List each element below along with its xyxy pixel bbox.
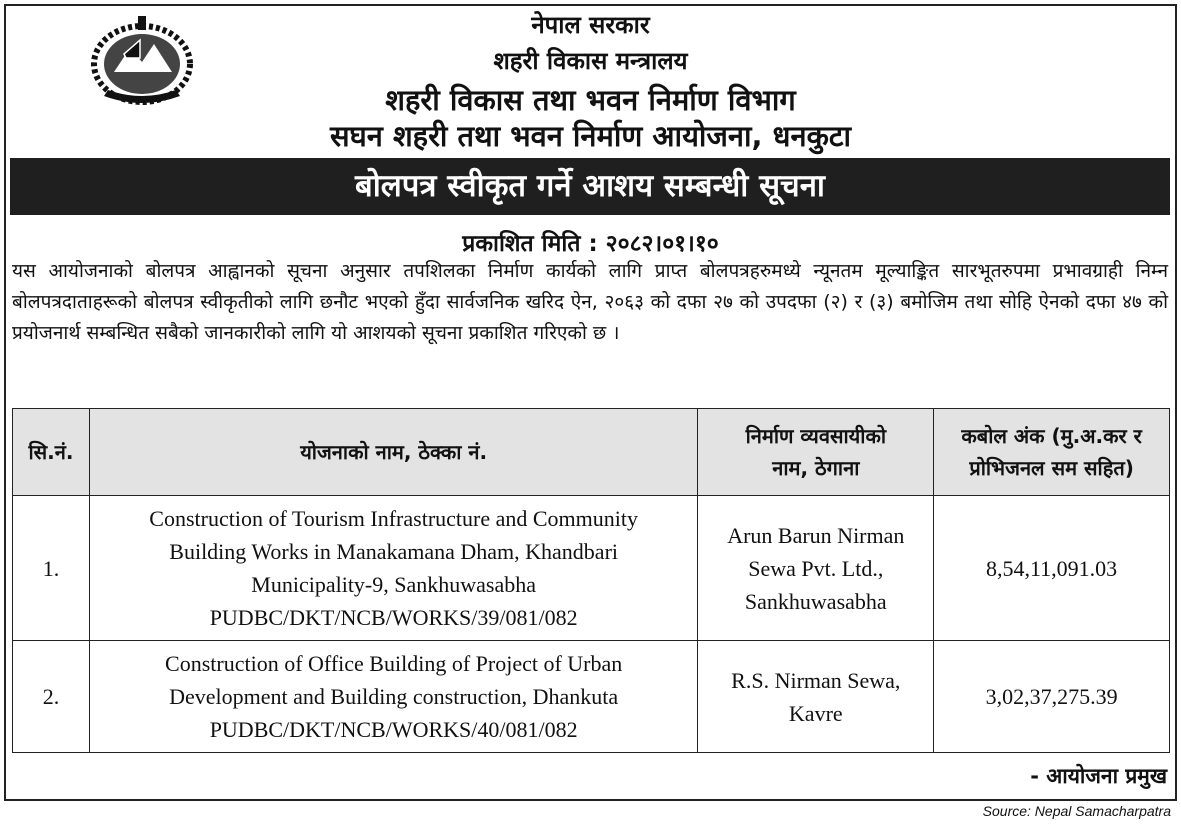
row-contractor (698, 496, 934, 641)
contractor-line: Arun Barun Nirman (727, 522, 905, 548)
department-name: शहरी विकास तथा भवन निर्माण विभाग (385, 83, 796, 117)
table-row (13, 496, 1170, 641)
notice-title-banner: बोलपत्र स्वीकृत गर्ने आशय सम्बन्धी सूचना (10, 158, 1170, 215)
project-line: Development and Building construction, Dhankuta (169, 684, 619, 709)
project-line: Construction of Office Building of Project of Urban (165, 651, 623, 676)
source-credit: Source: Nepal Samacharpatra (982, 803, 1171, 819)
header-contractor (698, 409, 934, 496)
table-header-row (13, 409, 1170, 496)
government-name: नेपाल सरकार (531, 11, 650, 39)
notice-body: यस आयोजनाको बोलपत्र आह्वानको सूचना अनुसार तपशिलका निर्माण कार्यको लागि प्राप्त बोलपत्रहरुमध्ये न्यूनतम मूल्याङ्कित सारभूतरुपमा प्रभावग्राही निम्न बोलपत्रदाताहरूको बोलपत्र स्वीकृतीको लागि छनौट भएको हुँदा सार्वजनिक खरिद ऐन, २०६३ को दफा २७ को उपदफा (२) र (३) बमोजिम तथा सोहि ऐनको दफा ४७ को प्रयोजनार्थ सम्बन्धित सबैको जानकारीको लागि यो आशयको सूचना प्रकाशित गरिएको छ । (12, 260, 1168, 344)
signature-project-chief: - आयोजना प्रमुख (1030, 764, 1167, 788)
ministry-name: शहरी विकास मन्त्रालय (493, 47, 688, 75)
row-bid-amount: 3,02,37,275.39 (934, 641, 1170, 753)
row-serial-number: 1. (13, 496, 90, 641)
published-date: प्रकाशित मिति : २०८२।०१।१० (462, 231, 719, 257)
header-project-name: योजनाको नाम, ठेक्का नं. (89, 409, 698, 496)
contractor-line: Kavre (788, 700, 843, 726)
header-serial-number: सि.नं. (13, 409, 90, 496)
contractor-line: R.S. Nirman Sewa, (731, 667, 901, 693)
header-bid-line: कबोल अंक (मु.अ.कर र (961, 424, 1142, 448)
row-project (89, 641, 698, 753)
row-serial-number: 2. (13, 641, 90, 753)
contractor-line: Sewa Pvt. Ltd., (748, 555, 884, 581)
row-bid-amount: 8,54,11,091.03 (934, 496, 1170, 641)
header-bid-amount (934, 409, 1170, 496)
project-line: Building Works in Manakamana Dham, Khandbari (169, 539, 619, 564)
header-contractor-line: निर्माण व्यवसायीको (745, 424, 887, 448)
contract-number: PUDBC/DKT/NCB/WORKS/40/081/082 (209, 717, 578, 742)
table-row (13, 641, 1170, 753)
project-line: Municipality-9, Sankhuwasabha (251, 572, 537, 597)
contract-number: PUDBC/DKT/NCB/WORKS/39/081/082 (209, 605, 578, 630)
project-line: Construction of Tourism Infrastructure and Community (149, 506, 639, 531)
row-project (89, 496, 698, 641)
bid-award-table (12, 408, 1170, 753)
header-bid-line: प्रोभिजनल सम सहित) (969, 456, 1134, 480)
row-contractor (698, 641, 934, 753)
header-contractor-line: नाम, ठेगाना (772, 456, 860, 480)
project-office-name: सघन शहरी तथा भवन निर्माण आयोजना, धनकुटा (330, 119, 851, 153)
contractor-line: Sankhuwasabha (744, 588, 887, 614)
